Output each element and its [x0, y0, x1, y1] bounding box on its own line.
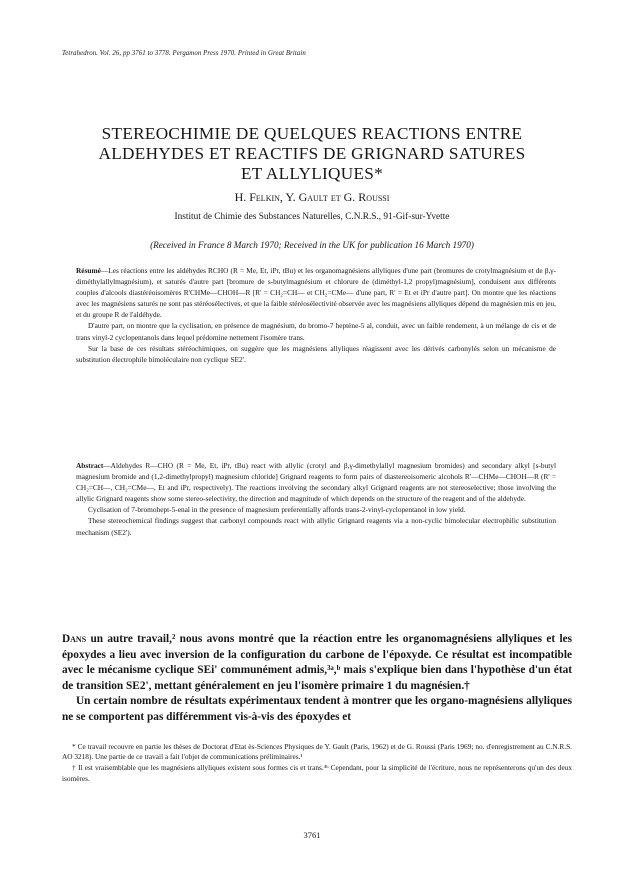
- resume-text: —Les réactions entre les aldéhydes RCHO (R = Me, Et, iPr, tBu) et les organomagnésiens allyliques d'une part (bromures de crotylmagnésium et de β,γ-diméthylallylmagnésium), et saturés d'autre part [bromure de s-butylmagnésium et chlorure de (diméthyl-1,2 propyl)magnésium], conduisent aux différents couples d'alcools diastéréoisomères R'CHMe—CHOH—R [R' = CH₂=CH— et CH₂=CMe— d'une part, R' = Et et iPr d'autre part]. On montre que les réactions avec les magnésiens saturés ne sont pas stéréosélectives, et que la faible stéréosélectivité observée avec les magnésiens allyliques dépend du magnésien mis en jeu, et du groupe R de l'aldéhyde.: [76, 266, 556, 320]
- resume-block: [76, 265, 556, 365]
- body-text: [62, 632, 572, 726]
- title-line: ET ALLYLIQUES*: [240, 164, 384, 183]
- abstract-label: Abstract: [76, 461, 104, 470]
- drop-word: Dans: [62, 633, 87, 645]
- page-number: 3761: [303, 830, 321, 840]
- abstract-block: [76, 460, 556, 538]
- received-dates: (Received in France 8 March 1970; Received in the UK for publication 16 March 1970): [150, 240, 474, 250]
- institution: Institut de Chimie des Substances Naturelles, C.N.R.S., 91-Gif-sur-Yvette: [174, 212, 450, 222]
- resume-paragraph: Sur la base de ces résultats stéréochimiques, on suggère que les magnésiens allyliques réagissent avec les dérivés carbonylés selon un mécanisme de substitution électrophile bimoléculaire non cyclique SE2'.: [76, 343, 556, 364]
- abstract-paragraph: Cyclisation of 7-bromohept-5-enal in the presence of magnesium preferentially affords trans-2-vinyl-cyclopentanol in low yield.: [88, 505, 466, 515]
- journal-header: Tetrahedron. Vol. 26, pp 3761 to 3778. Pergamon Press 1970. Printed in Great Britain: [62, 50, 306, 57]
- title-line: STEREOCHIMIE DE QUELQUES REACTIONS ENTRE: [101, 124, 523, 143]
- footnote: * Ce travail recouvre en partie les thèses de Doctorat d'Etat ès-Sciences Physiques de Y. Gault (Paris, 1962) et de G. Roussi (Paris 1969; no. d'enregistrement au C.N.R.S. AO 3218). Une partie de ce travail a fait l'objet de communications préliminaires.¹: [62, 742, 572, 762]
- title-line: ALDEHYDES ET REACTIFS DE GRIGNARD SATURES: [98, 144, 526, 163]
- paper-title: [50, 124, 574, 184]
- footnote: † Il est vraisemblable que les magnésiens allyliques existent sous formes cis et trans.⁴ᵇ Cependant, pour la simplicité de l'écriture, nous ne représenterons qu'un des deux isomères.: [62, 763, 572, 783]
- body-paragraph: un autre travail,² nous avons montré que la réaction entre les organomagnésiens allyliques et les époxydes a lieu avec inversion de la configuration du carbone de l'époxyde. Ce résultat est incompatible avec le mécanisme cyclique SEi' communément admis,³ᵃ,ᵇ mais s'explique bien dans l'hypothèse d'un état de transition SE2', mettant généralement en jeu l'isomère primaire 1 du magnésien.†: [62, 633, 572, 692]
- authors: H. Felkin, Y. Gault et G. Roussi: [234, 190, 390, 204]
- resume-label: Résumé: [76, 266, 101, 275]
- body-paragraph: Un certain nombre de résultats expérimentaux tendent à montrer que les organo-magnésiens allyliques ne se comportent pas différemment vis-à-vis des époxydes et: [62, 695, 572, 723]
- footnotes: [62, 742, 572, 785]
- resume-paragraph: D'autre part, on montre que la cyclisation, en présence de magnésium, du bromo-7 heptène-5 al, conduit, avec un faible rendement, à un mélange de cis et de trans vinyl-2 cyclopentanols dans lequel prédomine nettement l'isomère trans.: [76, 321, 556, 342]
- abstract-text: —Aldehydes R—CHO (R = Me, Et, iPr, tBu) react with allylic (crotyl and β,γ-dimethylallyl magnesium bromides) and secondary alkyl [s-butyl magnesium bromide and (1,2-dimethylpropyl) magnesium chloride] Grignard reagents to form pairs of diastereoisomeric alcohols R'—CHMe—CHOH—R (R' = CH₂=CH—, CH₂=CMe—, Et and iPr, respectively). The reactions involving the secondary alkyl Grignard reagents are not stereoselective; those involving the allylic Grignard reagents show some stereo-selectivity, the direction and magnitude of which depends on the structure of the reagent and of the aldehyde.: [76, 461, 556, 504]
- abstract-paragraph: These stereochemical findings suggest that carbonyl compounds react with allylic Grignard reagents via a non-cyclic bimolecular electrophilic substitution mechanism (SE2').: [76, 516, 556, 537]
